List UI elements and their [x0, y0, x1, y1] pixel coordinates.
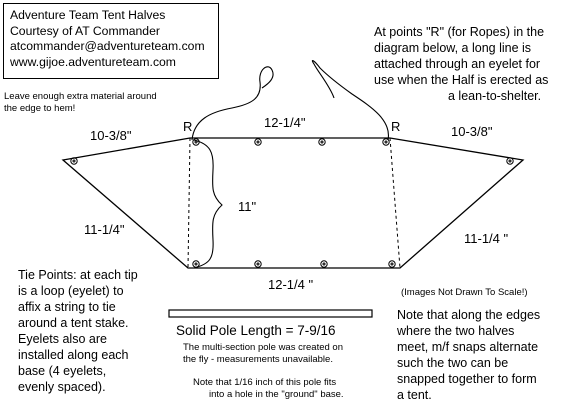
eyelet: [71, 158, 77, 164]
ropes-note-line: At points "R" (for Ropes) in the: [374, 25, 545, 39]
snaps-note-line: where the two halves: [397, 324, 515, 338]
top-edge-length: 12-1/4": [264, 115, 306, 130]
bottom-edge-length: 12-1/4 ": [268, 277, 314, 292]
pole-note-line: the fly - measurements unavailable.: [183, 354, 333, 365]
ropes-note-line: a lean-to-shelter.: [448, 89, 542, 103]
pole-note-ground-base: [193, 377, 344, 401]
ropes-note-line: attached through an eyelet for: [374, 57, 541, 71]
eyelet: [321, 261, 327, 267]
rope-point-label-right: R: [391, 119, 401, 134]
tie-points-line: around a tent stake.: [18, 316, 129, 330]
ropes-note: [374, 24, 570, 104]
tie-points-line: is a loop (eyelet) to: [18, 284, 124, 298]
left-seam-dashed: [188, 138, 190, 268]
rope-point-label-left: R: [183, 119, 193, 134]
tie-points-note: [18, 267, 178, 395]
snaps-note-line: meet, m/f snaps alternate: [397, 340, 539, 354]
ropes-note-line: use when the Half is erected as: [374, 73, 549, 87]
tie-points-line: Tie Points: at each tip: [18, 268, 138, 282]
top-left-edge-length: 10-3/8": [90, 128, 132, 143]
left-lower-edge-length: 11-1/4": [84, 222, 125, 237]
pole-length-title: Solid Pole Length = 7-9/16: [176, 323, 336, 338]
credits-email: atcommander@adventureteam.com: [10, 39, 205, 53]
hem-note-line: Leave enough extra material around: [4, 91, 157, 102]
top-right-edge-length: 10-3/8": [451, 124, 493, 139]
eyelet: [507, 158, 513, 164]
pole-note-line: into a hole in the "ground" base.: [209, 389, 344, 400]
credits-courtesy: Courtesy of AT Commander: [10, 23, 160, 38]
tie-points-line: installed along each: [18, 348, 129, 362]
credits-website: www.gijoe.adventureteam.com: [10, 54, 176, 69]
eyelet: [389, 261, 395, 267]
tie-points-line: Eyelets also are: [18, 332, 107, 346]
tie-points-line: evenly spaced).: [18, 380, 106, 394]
eyelet: [193, 261, 199, 267]
snaps-note-line: such the two can be: [397, 356, 509, 370]
tent-half-outline: [63, 138, 523, 268]
solid-pole: [169, 310, 372, 317]
eyelets: [71, 139, 513, 267]
snaps-note-line: Note that along the edges: [397, 308, 541, 322]
right-seam-dashed: [390, 138, 400, 268]
hem-note: [4, 91, 157, 115]
scale-note: (Images Not Drawn To Scale!): [401, 287, 528, 298]
eyelet: [193, 139, 199, 145]
snaps-note-line: snapped together to form: [397, 372, 537, 386]
eyelet: [255, 139, 261, 145]
tie-points-line: affix a string to tie: [18, 300, 116, 314]
eyelet: [255, 261, 261, 267]
height-brace: [194, 140, 222, 268]
pole-note-line: The multi-section pole was created on: [183, 342, 343, 353]
hem-note-line: the edge to hem!: [4, 103, 76, 114]
eyelet: [319, 139, 325, 145]
snaps-note: [397, 307, 569, 403]
right-lower-edge-length: 11-1/4 ": [464, 231, 509, 246]
eyelet: [383, 139, 389, 145]
pole-note-multisection: [183, 342, 343, 366]
credits-title: Adventure Team Tent Halves: [10, 8, 166, 22]
credits-box: [3, 3, 219, 79]
height-length: 11": [238, 199, 257, 214]
ropes-note-line: diagram below, a long line is: [374, 41, 532, 55]
tie-points-line: base (4 eyelets,: [18, 364, 107, 378]
snaps-note-line: a tent.: [397, 388, 432, 402]
pole-note-line: Note that 1/16 inch of this pole fits: [193, 377, 337, 388]
